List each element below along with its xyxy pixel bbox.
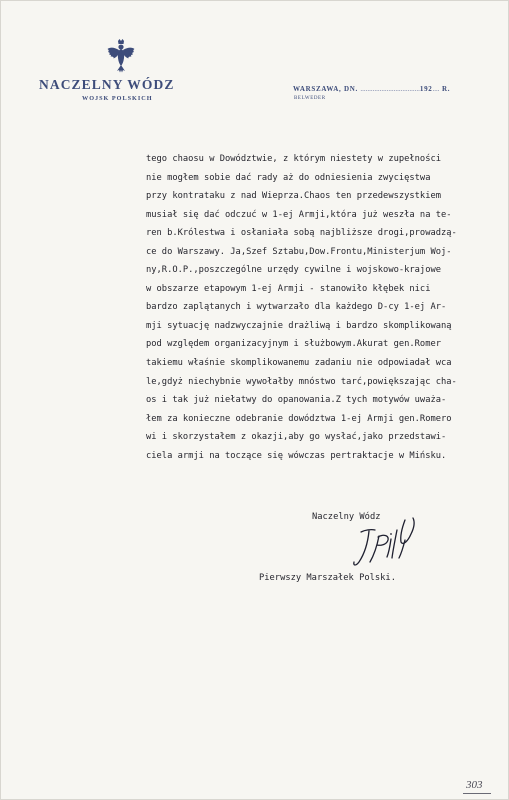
letter-line: os i tak już niełatwy do opanowania.Z tych motywów uważa- (146, 395, 447, 406)
letter-line: mji sytuację nadzwyczajnie drażliwą i bardzo skomplikowaną (146, 320, 452, 331)
closing-title: Naczelny Wódz (312, 512, 381, 522)
signature-title: Pierwszy Marszałek Polski. (259, 573, 396, 583)
date-blank: .................................. (360, 85, 420, 93)
letter-line: przy kontrataku z nad Wieprza.Chaos ten przedewszystkiem (146, 191, 442, 202)
letter-line: ciela armji na toczące się wówczas pertraktacje w Mińsku. (146, 450, 447, 461)
letter-line: ny,R.O.P.,poszczególne urzędy cywilne i wojskowo-krajowe (146, 265, 442, 276)
letter-line: takiemu właśnie skomplikowanemu zadaniu nie odpowiadał wca (146, 358, 452, 369)
handwritten-signature (345, 506, 425, 578)
letter-line: łem za konieczne odebranie dowództwa 1-ej Armji gen.Romero (146, 413, 452, 424)
letter-line: w obszarze etapowym 1-ej Armji - stanowiło kłębek nici (146, 283, 431, 294)
letterhead-suborganization: WOJSK POLSKICH (82, 95, 153, 102)
letter-line: bardzo zaplątanych i wytwarzało dla każdego D-cy 1-ej Ar- (146, 302, 447, 313)
year-label: 192 (419, 85, 433, 93)
letter-body (146, 150, 496, 465)
letter-line: ren b.Królestwa i osłaniała sobą najbliższe drogi,prowadzą- (146, 228, 457, 239)
place-sub: BELWEDER (294, 96, 326, 101)
letter-line: wi i skorzystałem z okazji,aby go wysłać,jako przedstawi- (146, 432, 447, 443)
place-date-line (293, 85, 450, 93)
place-label: WARSZAWA, DN. (293, 85, 358, 93)
year-suffix: R. (441, 85, 451, 93)
page-number-underline (463, 793, 491, 794)
archive-page-number: 303 (466, 779, 483, 791)
year-blank: .... (432, 85, 440, 93)
letter-line: le,gdyż niechybnie wywołałby mnóstwo tarć,powiększając cha- (146, 376, 457, 387)
letterhead-organization: NACZELNY WÓDZ (39, 77, 175, 92)
letter-line: ce do Warszawy. Ja,Szef Sztabu,Dow.Frontu,Ministerjum Woj- (146, 246, 452, 257)
polish-eagle-crest-icon (107, 39, 135, 73)
letter-line: tego chaosu w Dowództwie, z którym niestety w zupełności (146, 154, 442, 164)
letter-line: pod względem organizacyjnym i służbowym.Akurat gen.Romer (146, 339, 442, 350)
letter-line: musiał się dać odczuć w 1-ej Armji,która już weszła na te- (146, 209, 452, 220)
letter-line: nie mogłem sobie dać rady aż do odniesienia zwycięstwa (146, 172, 431, 183)
